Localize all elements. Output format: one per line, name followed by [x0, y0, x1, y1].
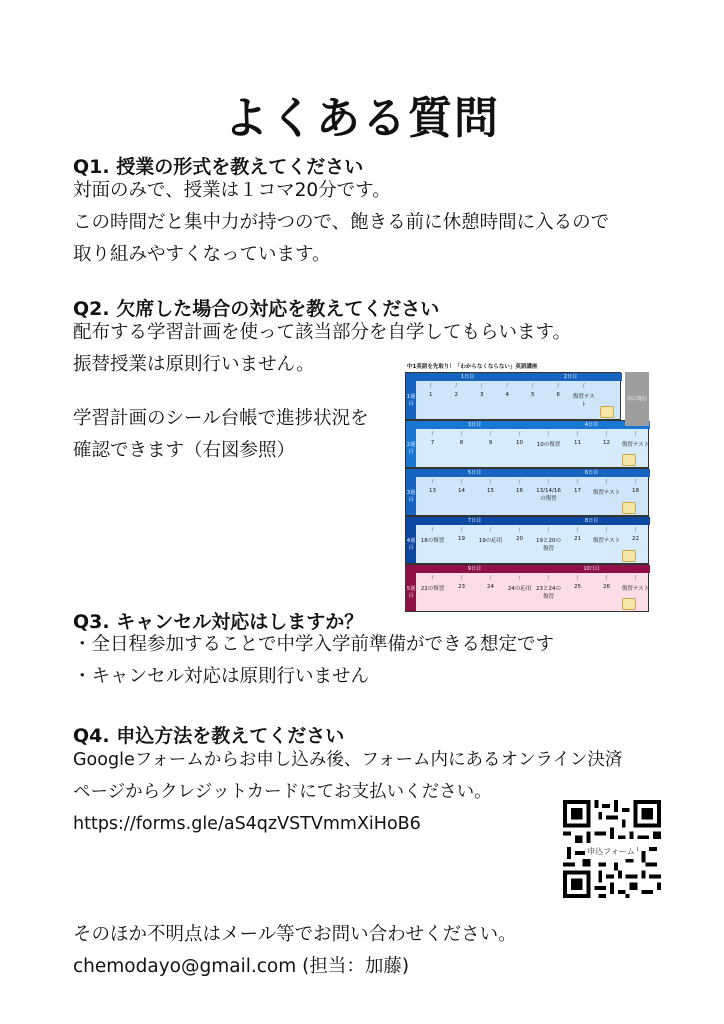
lesson-cell: / 15 — [487, 479, 494, 494]
day-header: 10日目 — [533, 565, 650, 573]
lesson-cell: / 復習テスト — [572, 383, 595, 408]
week-label: 1週目 — [406, 373, 416, 419]
q1-question: Q1. 授業の形式を教えてください — [73, 156, 364, 178]
q4-answer — [73, 744, 622, 840]
q2-answer-line: 配布する学習計画を使って該当部分を自学してもらいます。 — [73, 322, 572, 343]
page-title: よくある質問 — [224, 93, 500, 144]
lesson-cell: / 17 — [574, 479, 581, 494]
week-label: 3週目 — [406, 469, 416, 515]
lesson-cell: / 22の復習 — [420, 575, 445, 592]
schedule-week-row — [405, 372, 621, 420]
q1-answer-line: この時間だと集中力が持つので、飽きる前に休憩時間に入るので — [73, 212, 610, 233]
q2-note — [73, 403, 369, 467]
schedule-week-row — [405, 468, 649, 516]
lesson-cell: / 1 — [429, 383, 433, 398]
day-header: 5日目 — [416, 469, 533, 477]
lesson-cell: / 10 — [516, 431, 523, 446]
lesson-cell: / 復習テスト — [621, 575, 650, 592]
lesson-cell: / 12 — [603, 431, 610, 446]
lesson-cell: / 14 — [458, 479, 465, 494]
lesson-cell: / 16 — [516, 479, 523, 494]
q3-answer-line: ・全日程参加することで中学入学前準備ができる想定です — [73, 634, 555, 655]
schedule-week-row — [405, 420, 649, 468]
q2-answer-line: 振替授業は原則行いません。 — [73, 354, 315, 375]
lesson-cell: / 10の復習 — [536, 431, 561, 448]
lesson-cell: / 20 — [516, 527, 523, 542]
schedule-week-row — [405, 516, 649, 564]
study-plan-sticker-sheet — [405, 360, 649, 614]
sticker-note-icon — [622, 454, 636, 466]
day-header: 4日目 — [533, 421, 650, 429]
lesson-cell: / 25 — [574, 575, 581, 590]
footer-note: そのほか不明点はメール等でお問い合わせください。 — [73, 924, 517, 945]
lesson-cell: / 19 — [458, 527, 465, 542]
day-header: 9日目 — [416, 565, 533, 573]
lesson-cell: / 4 — [505, 383, 509, 398]
lesson-cell: / 5 — [531, 383, 535, 398]
q4-question: Q4. 申込方法を教えてください — [73, 725, 345, 747]
lesson-cell: / 24の応用 — [507, 575, 532, 592]
qr-label: 申込フォーム — [585, 846, 637, 858]
sticker-note-icon — [622, 550, 636, 562]
application-url[interactable]: https://forms.gle/aS4qzVSTVmmXiHoB6 — [73, 814, 421, 834]
lesson-cell: / 2 — [454, 383, 458, 398]
lesson-cell: / 22 — [632, 527, 639, 542]
lesson-cell: / 7 — [430, 431, 435, 446]
lesson-cell: / 18の復習 — [420, 527, 445, 544]
day-header: 3日目 — [416, 421, 533, 429]
q3-question: Q3. キャンセル対応はしますか？ — [73, 611, 364, 633]
lesson-cell: / 8 — [459, 431, 464, 446]
week-label: 2週目 — [406, 421, 416, 467]
q4-answer-line: Googleフォームからお申し込み後、フォーム内にあるオンライン決済 — [73, 750, 623, 770]
q2-note-line: 確認できます（右図参照） — [73, 440, 296, 461]
lesson-cell: / 23と24の復習 — [536, 575, 561, 600]
lesson-cell: / 復習テスト — [592, 527, 621, 544]
q1-answer-line: 取り組みやすくなっています。 — [73, 244, 331, 265]
schedule-week-row — [405, 564, 649, 612]
day-header: 8日目 — [533, 517, 650, 525]
q1-answer — [73, 175, 609, 271]
q3-answer-line: ・キャンセル対応は原則行いません — [73, 666, 370, 687]
lesson-cell: / 21 — [574, 527, 581, 542]
day-header: 6日目 — [533, 469, 650, 477]
lesson-cell: / 26 — [603, 575, 610, 590]
contact-email[interactable]: chemodayo@gmail.com (担当：加藤) — [73, 956, 410, 977]
q1-answer-line: 対面のみで、授業は１コマ20分です。 — [73, 180, 391, 201]
lesson-cell: / 24 — [487, 575, 494, 590]
lesson-cell: / 19の応用 — [478, 527, 503, 544]
schedule-title: 中1英語を先取り！「わからなくならない」英語講座 — [407, 364, 538, 370]
lesson-cell: / 13 — [429, 479, 436, 494]
q2-note-line: 学習計画のシール台帳で進捗状況を — [73, 408, 369, 429]
week-label: 4週目 — [406, 517, 416, 563]
lesson-cell: / 13/14/16の復習 — [536, 479, 561, 502]
q2-question: Q2. 欠席した場合の対応を教えてください — [73, 298, 440, 320]
sticker-note-icon — [622, 598, 636, 610]
q4-answer-line: ページからクレジットカードにてお支払いください。 — [73, 782, 492, 802]
day-header: 2日目 — [519, 373, 622, 381]
footer — [73, 919, 517, 983]
lesson-cell: / 19と20の復習 — [536, 527, 561, 552]
next-step-label: 次に進む — [625, 372, 649, 426]
lesson-cell: / 11 — [574, 431, 581, 446]
lesson-cell: / 23 — [458, 575, 465, 590]
lesson-cell: / 復習テスト — [621, 431, 650, 448]
sticker-note-icon — [600, 406, 614, 418]
lesson-cell: / 18 — [632, 479, 639, 494]
lesson-cell: / 6 — [556, 383, 560, 398]
lesson-cell: / 3 — [480, 383, 484, 398]
day-header: 1日目 — [416, 373, 519, 381]
day-header: 7日目 — [416, 517, 533, 525]
sticker-note-icon — [622, 502, 636, 514]
week-label: 5週目 — [406, 565, 416, 611]
q3-answer — [73, 629, 554, 693]
lesson-cell: / 復習テスト — [592, 479, 621, 496]
lesson-cell: / 9 — [488, 431, 493, 446]
